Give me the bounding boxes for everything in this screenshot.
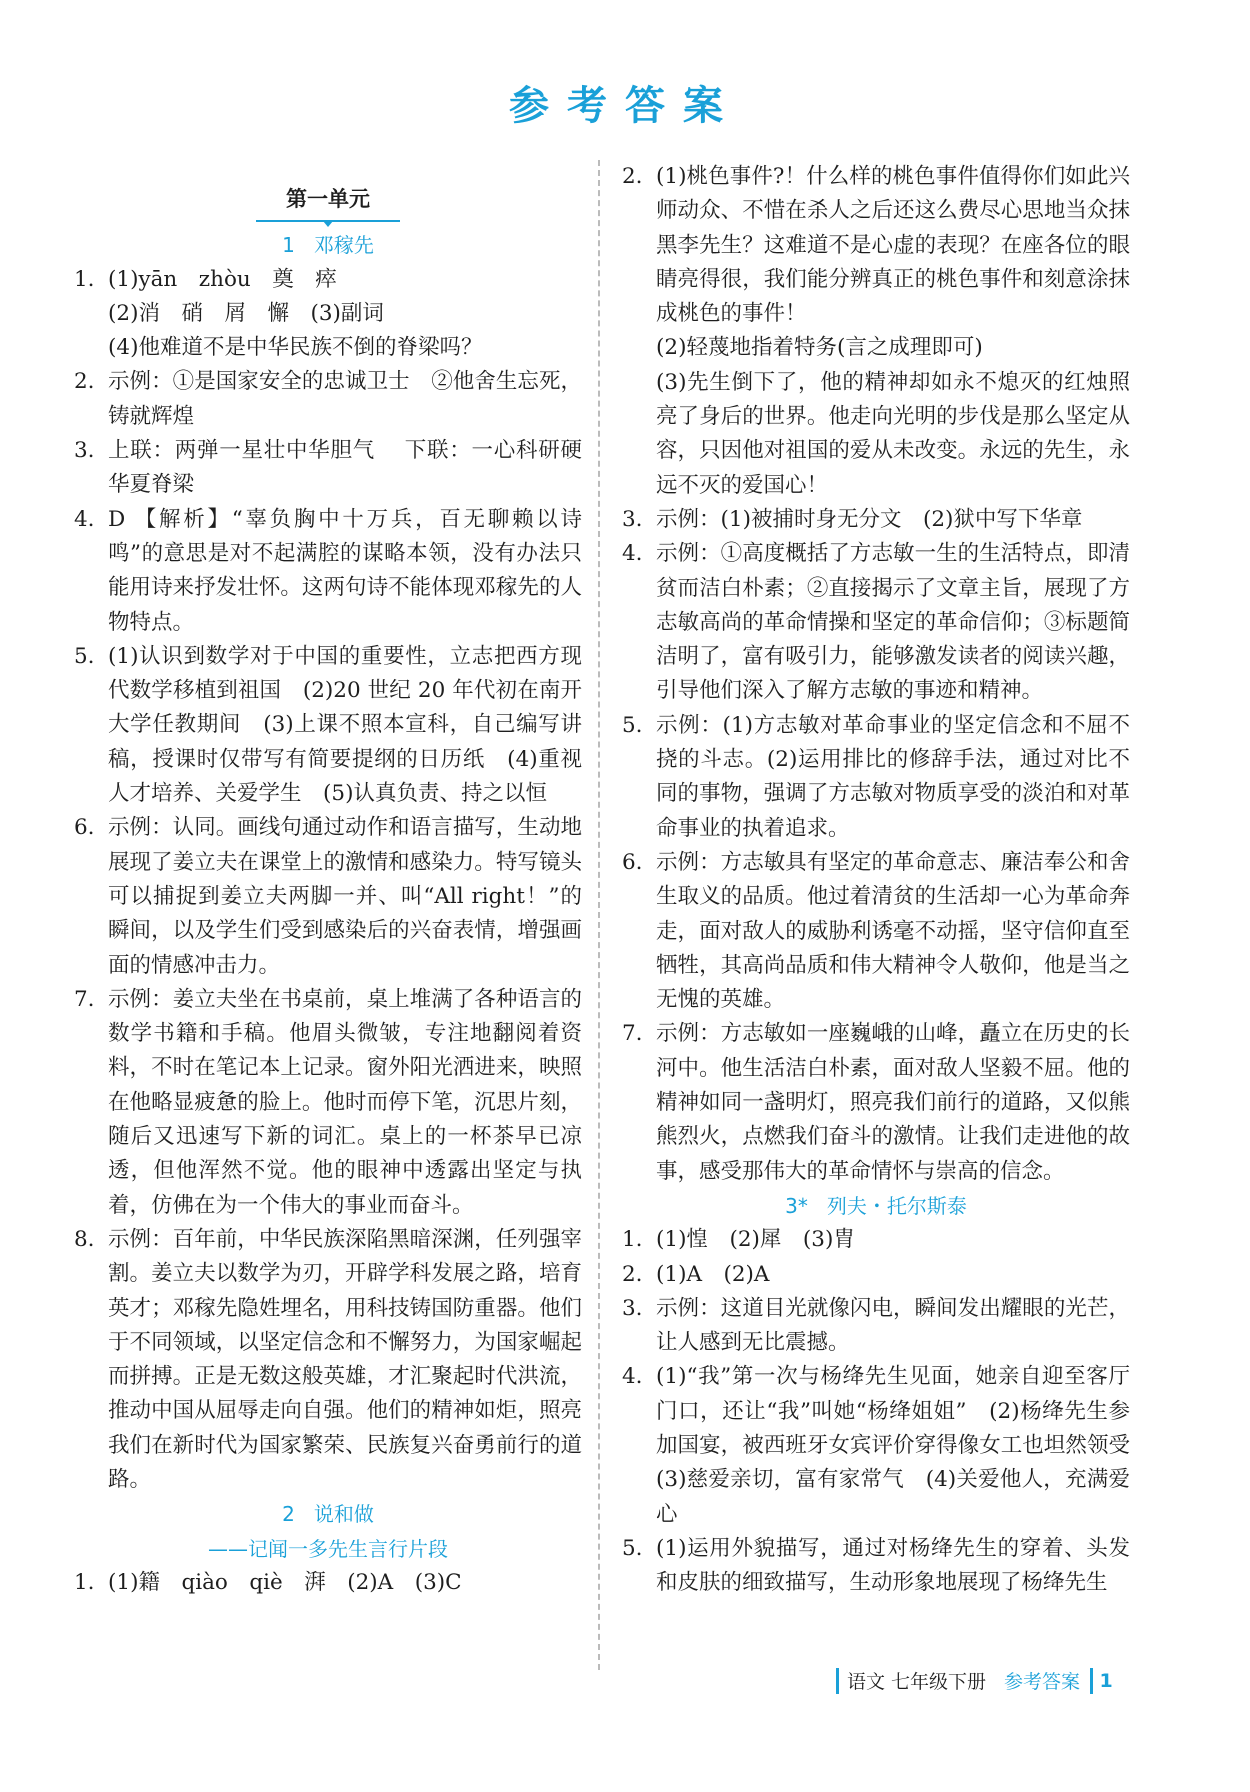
answer-text: (1)籍 qiào qiè 湃 (2)A (3)C: [108, 1569, 462, 1595]
answer-item: [622, 1017, 1130, 1188]
answer-number: 1.: [622, 1227, 643, 1253]
lesson-2-subtitle: ——记闻一多先生言行片段: [208, 1536, 448, 1561]
answer-number: 1.: [74, 1569, 95, 1595]
answer-number: 8.: [74, 1226, 95, 1252]
answer-number: 2.: [74, 369, 95, 395]
answer-number: 3.: [74, 438, 95, 464]
answer-number: 5.: [74, 643, 95, 669]
footer-subject: 语文 七年级下册: [847, 1671, 987, 1693]
answer-item: [74, 1223, 582, 1497]
answer-item: [622, 1360, 1152, 1531]
lesson-title: 列夫・托尔斯泰: [826, 1193, 967, 1218]
answer-text: 示例：方志敏具有坚定的革命意志、廉洁奉公和舍生取义的品质。他过着清贫的生活却一心为革命奔走，面对敌人的威胁利诱毫不动摇，坚守信仰直至牺牲，其高尚品质和伟大精神令人敬仰，他是当之无愧的英雄。: [656, 849, 1130, 1013]
answer-number: 4.: [622, 1364, 643, 1390]
answer-item: [74, 365, 582, 434]
answer-text: 示例：(1)方志敏对革命事业的坚定信念和不屈不挠的斗志。(2)运用排比的修辞手法，通过对比不同的事物，强调了方志敏对物质享受的淡泊和对革命事业的执着追求。: [656, 712, 1130, 841]
answer-number: 2.: [622, 1261, 643, 1287]
lesson-title: 说和做: [313, 1502, 374, 1527]
answer-text: 示例：①是国家安全的忠诚卫士 ②他舍生忘死，铸就辉煌: [108, 369, 582, 429]
answer-number: 3.: [622, 506, 643, 532]
unit-header: [74, 182, 582, 222]
answer-text: D 【解析】“辜负胸中十万兵，百无聊赖以诗鸣”的意思是对不起满腔的谋略本领，没有办法只能用诗来抒发壮怀。这两句诗不能体现邓稼先的人物特点。: [108, 506, 582, 635]
lesson-title: 邓稼先: [313, 233, 374, 258]
answer-item: [622, 709, 1130, 846]
answer-item: [622, 846, 1130, 1017]
answer-number: 6.: [622, 849, 643, 875]
answer-item: [622, 1223, 1130, 1257]
answer-item: [74, 263, 582, 366]
answer-item: [622, 537, 1130, 708]
answer-text: 示例：姜立夫坐在书桌前，桌上堆满了各种语言的数学书籍和手稿。他眉头微皱，专注地翻阅着资料，不时在笔记本上记录。窗外阳光洒进来，映照在他略显疲惫的脸上。他时而停下笔，沉思片刻，随后又迅速写下新的词汇。桌上的一杯茶早已凉透，但他浑然不觉。他的眼神中透露出坚定与执着，仿佛在为一个伟大的事业而奋斗。: [108, 986, 582, 1218]
answer-number: 7.: [622, 1021, 643, 1047]
page-title: 参考答案: [509, 83, 741, 129]
answer-number: 4.: [622, 541, 643, 567]
answer-text: (1)“我”第一次与杨绛先生见面，她亲自迎至客厅门口，还让“我”叫她“杨绛姐姐” (2)杨绛先生参加国宴，被西班牙女宾评价穿得像女工也坦然领受 (3)慈爱亲切，富有家常气 (4)关爱他人，充满爱心: [656, 1364, 1152, 1527]
answer-number: 5.: [622, 712, 643, 738]
lesson-1-answers: [74, 263, 582, 1498]
answer-number: 6.: [74, 815, 95, 841]
answer-text: 上联：两弹一星壮中华胆气 下联：一心科研硬华夏脊梁: [108, 438, 582, 498]
answer-text: 示例：认同。画线句通过动作和语言描写，生动地展现了姜立夫在课堂上的激情和感染力。特写镜头可以捕捉到姜立夫两脚一并、叫“All right！”的瞬间，以及学生们受到感染后的兴奋表情，增强画面的情感冲击力。: [108, 815, 582, 978]
answer-item: [74, 640, 582, 811]
answer-item: [74, 434, 582, 503]
answer-text: (1)yān zhòu 奠 瘁 (2)消 硝 屑 懈 (3)副词 (4)他难道不是中华民族不倒的脊梁吗？: [108, 266, 483, 361]
answer-number: 7.: [74, 986, 95, 1012]
answer-text: 示例：百年前，中华民族深陷黑暗深渊，任列强宰割。姜立夫以数学为刃，开辟学科发展之路，培育英才；邓稼先隐姓埋名，用科技铸国防重器。他们于不同领域，以坚定信念和不懈努力，为国家崛起而拼搏。正是无数这般英雄，才汇聚起时代洪流，推动中国从屈辱走向自强。他们的精神如炬，照亮我们在新时代为国家繁荣、民族复兴奋勇前行的道路。: [108, 1226, 582, 1492]
lesson-number: 3*: [785, 1193, 808, 1218]
answer-text: (1)认识到数学对于中国的重要性，立志把西方现代数学移植到祖国 (2)20 世纪 20 年代初在南开大学任教期间 (3)上课不照本宣科，自己编写讲稿，授课时仅带写有简要提纲的日历纸 (4)重视人才培养、关爱学生 (5)认真负责、持之以恒: [108, 643, 582, 807]
lesson-3-answers: [622, 1223, 1152, 1600]
answer-item: [74, 983, 582, 1223]
lesson-3-heading: [622, 1189, 1130, 1223]
lesson-number: 2: [282, 1502, 295, 1527]
answer-number: 1.: [74, 266, 95, 292]
answer-number: 4.: [74, 506, 95, 532]
footer-label: 参考答案: [1004, 1671, 1081, 1693]
answer-item: [622, 503, 1130, 537]
answer-item: [74, 811, 582, 982]
answer-text: (1)A (2)A: [656, 1261, 770, 1287]
answer-text: 示例：①高度概括了方志敏一生的生活特点，即清贫而洁白朴素；②直接揭示了文章主旨，展现了方志敏高尚的革命情操和坚定的革命信仰；③标题简洁明了，富有吸引力，能够激发读者的阅读兴趣，引导他们深入了解方志敏的事迹和精神。: [656, 541, 1130, 704]
answer-item: [74, 1566, 582, 1600]
answer-text: (1)惶 (2)犀 (3)胄: [656, 1227, 855, 1253]
unit-title: 第一单元: [256, 182, 400, 222]
answer-number: 3.: [622, 1295, 643, 1321]
answer-item: [622, 160, 1130, 503]
answer-item: [622, 1292, 1130, 1361]
page-footer: [836, 1667, 1119, 1694]
answer-text: (1)桃色事件?！什么样的桃色事件值得你们如此兴师动众、不惜在杀人之后还这么费尽心思地当众抹黑李先生？这难道不是心虚的表现？在座各位的眼睛亮得很，我们能分辨真正的桃色事件和刻意涂抹成桃色的事件！ (2)轻蔑地指着特务(言之成理即可) (3)先生倒下了，他的精神却如永不熄灭的红烛照亮了身后的世界。他走向光明的步伐是那么坚定从容，只因他对祖国的爱从未改变。永远的先生，永远不灭的爱国心！: [656, 164, 1130, 498]
answer-number: 5.: [622, 1535, 643, 1561]
lesson-2-heading: [74, 1497, 582, 1531]
lesson-number: 1: [282, 233, 295, 258]
answer-number: 2.: [622, 164, 643, 189]
answer-text: 示例：(1)被捕时身无分文 (2)狱中写下华章: [656, 506, 1083, 532]
left-column: [74, 160, 582, 1600]
answer-text: (1)运用外貌描写，通过对杨绛先生的穿着、头发和皮肤的细致描写，生动形象地展现了杨绛先生: [656, 1535, 1130, 1596]
answer-text: 示例：这道目光就像闪电，瞬间发出耀眼的光芒，让人感到无比震撼。: [656, 1295, 1130, 1356]
answer-item: [622, 1258, 1130, 1292]
right-column: [622, 160, 1152, 1600]
answer-text: 示例：方志敏如一座巍峨的山峰，矗立在历史的长河中。他生活洁白朴素，面对敌人坚毅不屈。他的精神如同一盏明灯，照亮我们前行的道路，又似熊熊烈火，点燃我们奋斗的激情。让我们走进他的故事，感受那伟大的革命情怀与崇高的信念。: [656, 1021, 1130, 1184]
answer-item: [622, 1532, 1130, 1601]
page-number: 1: [1090, 1668, 1119, 1694]
column-divider: [598, 160, 600, 1670]
answer-item: [74, 503, 582, 640]
lesson-2-answers: [74, 1566, 582, 1600]
lesson-1-heading: [74, 228, 582, 262]
footer-bar: [836, 1668, 839, 1694]
lesson-2-answers-continued: [622, 160, 1130, 1189]
